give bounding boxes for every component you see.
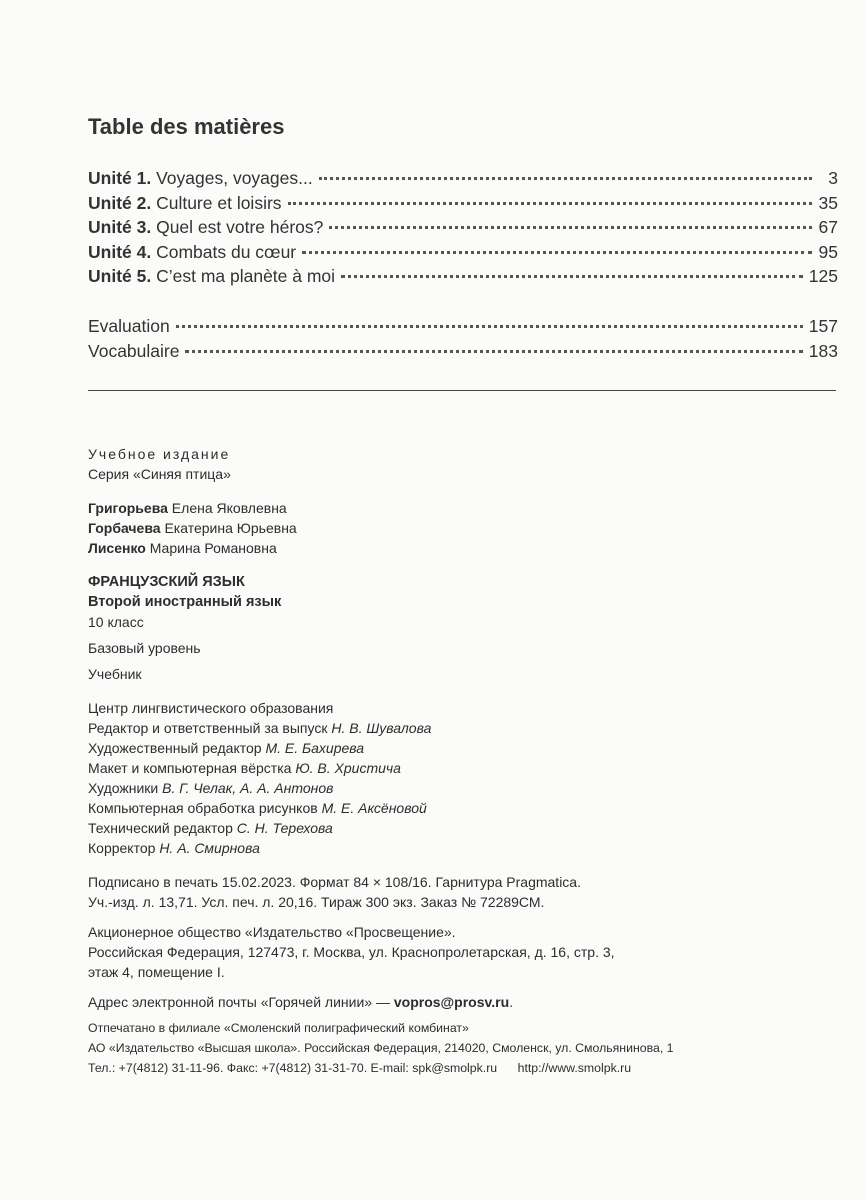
toc-row: [88, 215, 838, 240]
section-name: Evaluation: [88, 316, 170, 336]
dot-leader: [319, 176, 812, 180]
hotline-email[interactable]: vopros@prosv.ru: [393, 994, 510, 1010]
credit-person: М. Е. Аксёновой: [321, 800, 427, 816]
edition-type: Учебное издание: [88, 446, 231, 462]
credit-person: В. Г. Челак, А. А. Антонов: [162, 780, 334, 796]
toc-row: [88, 240, 838, 265]
credit-person: С. Н. Терехова: [236, 820, 333, 836]
level: Базовый уровень: [88, 640, 201, 656]
publisher-info: этаж 4, помещение I.: [88, 964, 225, 980]
publisher-info: Акционерное общество «Издательство «Просвещение».: [88, 924, 456, 940]
toc-row: [88, 314, 838, 339]
unit-label: Unité 4.: [88, 241, 152, 262]
credit-role: Редактор и ответственный за выпуск: [88, 720, 332, 736]
grade: 10 класс: [88, 614, 144, 630]
book-type: Учебник: [88, 666, 142, 682]
page-number: 125: [808, 266, 838, 286]
credit-role: Художники: [88, 780, 163, 796]
author: [88, 518, 848, 538]
dot-leader: [329, 225, 812, 229]
dot-leader: [176, 324, 803, 328]
credit-role: Художественный редактор: [88, 740, 266, 756]
credit: [88, 778, 848, 798]
credit-role: Компьютерная обработка рисунков: [88, 800, 322, 816]
credit: [88, 798, 848, 818]
toc-row: [88, 264, 838, 289]
toc-units: [88, 166, 838, 289]
credit-role: Технический редактор: [88, 820, 237, 836]
dot-leader: [341, 274, 803, 278]
credit: [88, 718, 848, 738]
author: [88, 538, 848, 558]
toc-title: Table des matières: [88, 114, 285, 139]
unit-name: Voyages, voyages...: [151, 168, 313, 188]
toc-row: [88, 339, 838, 364]
toc-row: [88, 166, 838, 191]
credit: [88, 818, 848, 838]
hotline-end: .: [509, 994, 514, 1010]
credit-role: Макет и компьютерная вёрстка: [88, 760, 296, 776]
page-number: 67: [818, 217, 838, 237]
credit: [88, 758, 848, 778]
series: Серия «Синяя птица»: [88, 466, 231, 482]
unit-name: Combats du cœur: [151, 241, 297, 262]
unit-label: Unité 1.: [88, 168, 152, 188]
credit-role: Корректор: [88, 840, 160, 856]
author-surname: Григорьева: [88, 500, 168, 516]
print-info: Подписано в печать 15.02.2023. Формат 84 × 108/16. Гарнитура Pragmatica.: [88, 874, 581, 890]
toc-row: [88, 191, 838, 216]
page-number: 3: [828, 168, 838, 188]
dot-leader: [302, 250, 812, 254]
credit-person: Н. В. Шувалова: [331, 720, 432, 736]
author: [88, 498, 848, 518]
section-name: Vocabulaire: [88, 340, 180, 361]
divider: [88, 390, 836, 391]
hotline-label: Адрес электронной почты «Горячей линии» —: [88, 994, 394, 1010]
author-surname: Горбачева: [88, 520, 161, 536]
imprint-block: [88, 444, 848, 1078]
subject: ФРАНЦУЗСКИЙ ЯЗЫК: [88, 574, 245, 590]
printer-info: Отпечатано в филиале «Смоленский полиграфический комбинат»: [88, 1021, 469, 1035]
unit-name: Culture et loisirs: [151, 192, 282, 213]
subtitle: Второй иностранный язык: [88, 594, 282, 610]
unit-label: Unité 2.: [88, 192, 152, 213]
hotline: [88, 992, 848, 1012]
page-number: 183: [808, 340, 838, 361]
printer-info: Тел.: +7(4812) 31-11-96. Факс: +7(4812) 31-31-70. E-mail: spk@smolpk.ru http://www.smolpk.ru: [88, 1061, 632, 1075]
toc-extras: [88, 314, 838, 363]
print-info: Уч.-изд. л. 13,71. Усл. печ. л. 20,16. Тираж 300 экз. Заказ № 72289СМ.: [88, 894, 545, 910]
credit-person: М. Е. Бахирева: [265, 740, 365, 756]
center: Центр лингвистического образования: [88, 700, 334, 716]
unit-name: Quel est votre héros?: [151, 217, 324, 237]
printer-info: АО «Издательство «Высшая школа». Российская Федерация, 214020, Смоленск, ул. Смольянинова, 1: [88, 1041, 674, 1055]
unit-label: Unité 3.: [88, 217, 152, 237]
unit-name: C’est ma planète à moi: [151, 266, 336, 286]
credit-person: Н. А. Смирнова: [159, 840, 260, 856]
credit: [88, 738, 848, 758]
credit: [88, 838, 848, 858]
page-number: 95: [818, 241, 838, 262]
publisher-info: Российская Федерация, 127473, г. Москва, ул. Краснопролетарская, д. 16, стр. 3,: [88, 944, 615, 960]
dot-leader: [288, 201, 812, 205]
dot-leader: [185, 349, 802, 353]
author-surname: Лисенко: [88, 540, 146, 556]
page-number: 157: [808, 316, 838, 336]
author-name: Екатерина Юрьевна: [160, 520, 297, 536]
page-number: 35: [818, 192, 838, 213]
author-name: Марина Романовна: [145, 540, 277, 556]
unit-label: Unité 5.: [88, 266, 152, 286]
credit-person: Ю. В. Христича: [295, 760, 401, 776]
author-name: Елена Яковлевна: [167, 500, 287, 516]
